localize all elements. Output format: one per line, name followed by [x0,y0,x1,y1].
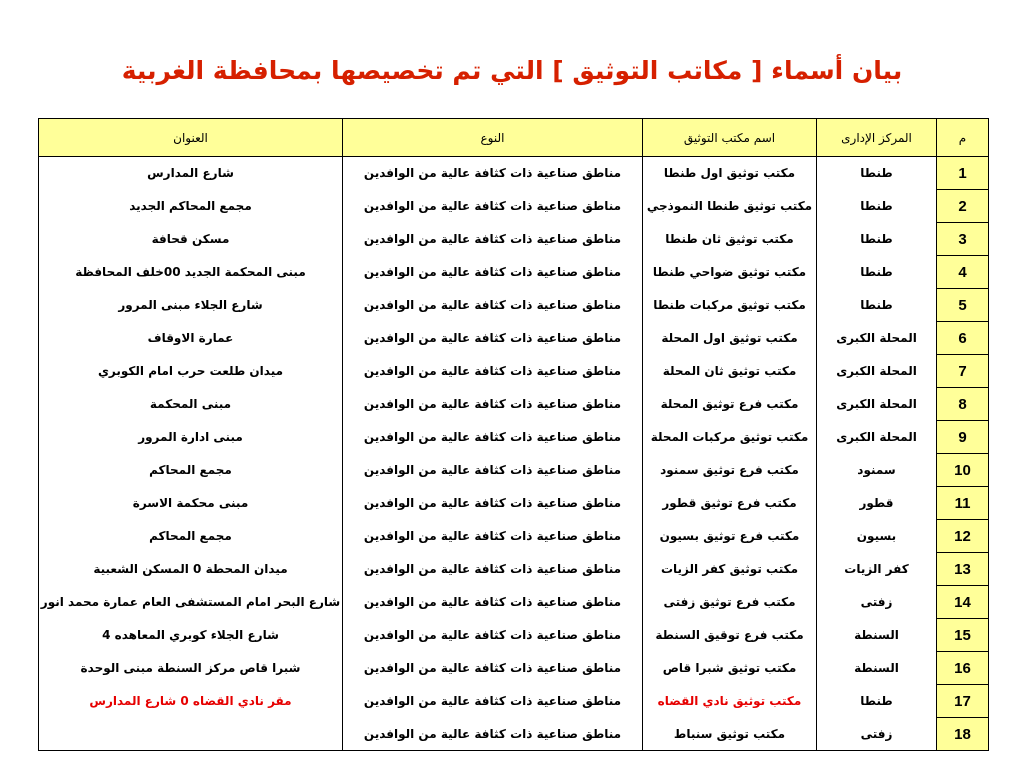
row-type: مناطق صناعية ذات كثافة عالية من الوافدين [343,190,643,223]
table-row [39,718,989,751]
row-center: طنطا [817,157,937,190]
table-row [39,487,989,520]
row-type: مناطق صناعية ذات كثافة عالية من الوافدين [343,157,643,190]
row-type: مناطق صناعية ذات كثافة عالية من الوافدين [343,685,643,718]
row-type: مناطق صناعية ذات كثافة عالية من الوافدين [343,421,643,454]
row-address: مسكن قحافة [39,223,343,256]
row-num: 11 [937,487,989,520]
offices-table [38,118,989,751]
row-type: مناطق صناعية ذات كثافة عالية من الوافدين [343,553,643,586]
row-address: عمارة الاوقاف [39,322,343,355]
row-num: 16 [937,652,989,685]
header-center: المركز الإدارى [817,119,937,157]
table-row [39,355,989,388]
row-center: كفر الزيات [817,553,937,586]
row-type: مناطق صناعية ذات كثافة عالية من الوافدين [343,718,643,751]
header-office: اسم مكتب التوثيق [643,119,817,157]
table-row [39,388,989,421]
row-type: مناطق صناعية ذات كثافة عالية من الوافدين [343,355,643,388]
table-row [39,652,989,685]
row-office: مكتب فرع توثيق سمنود [643,454,817,487]
row-type: مناطق صناعية ذات كثافة عالية من الوافدين [343,487,643,520]
row-center: المحلة الكبرى [817,322,937,355]
row-num: 10 [937,454,989,487]
row-office: مكتب توثيق شبرا قاص [643,652,817,685]
row-office: مكتب توثيق اول طنطا [643,157,817,190]
row-num: 5 [937,289,989,322]
table-row [39,454,989,487]
header-address: العنوان [39,119,343,157]
row-center: طنطا [817,256,937,289]
row-address: شبرا قاص مركز السنطة مبنى الوحدة [39,652,343,685]
row-center: المحلة الكبرى [817,355,937,388]
row-address: مبنى محكمة الاسرة [39,487,343,520]
row-num: 1 [937,157,989,190]
row-num: 9 [937,421,989,454]
row-center: قطور [817,487,937,520]
row-address: شارع المدارس [39,157,343,190]
row-center: سمنود [817,454,937,487]
row-num: 6 [937,322,989,355]
row-type: مناطق صناعية ذات كثافة عالية من الوافدين [343,652,643,685]
row-address: مجمع المحاكم [39,454,343,487]
table-row [39,289,989,322]
table-row [39,520,989,553]
row-center: طنطا [817,190,937,223]
row-office: مكتب توثيق طنطا النموذجي [643,190,817,223]
row-address: مجمع المحاكم الجديد [39,190,343,223]
table-row [39,553,989,586]
row-address: ميدان طلعت حرب امام الكوبري [39,355,343,388]
row-num: 12 [937,520,989,553]
table-row [39,223,989,256]
row-office: مكتب توثيق نادي القضاه [643,685,817,718]
row-office: مكتب توثيق ثان المحلة [643,355,817,388]
row-type: مناطق صناعية ذات كثافة عالية من الوافدين [343,223,643,256]
row-address: ميدان المحطة 0 المسكن الشعبية [39,553,343,586]
table-row [39,619,989,652]
row-office: مكتب فرع توقيق السنطة [643,619,817,652]
row-center: بسيون [817,520,937,553]
row-type: مناطق صناعية ذات كثافة عالية من الوافدين [343,619,643,652]
table-row [39,157,989,190]
row-address: مبنى المحكمة [39,388,343,421]
row-office: مكتب توثيق سنباط [643,718,817,751]
table-row [39,586,989,619]
table-row [39,190,989,223]
row-address: مقر نادي القضاه 0 شارع المدارس [39,685,343,718]
row-type: مناطق صناعية ذات كثافة عالية من الوافدين [343,586,643,619]
page-title: بيان أسماء [ مكاتب التوثيق ] التي تم تخصيصها بمحافظة الغربية [121,56,903,85]
row-type: مناطق صناعية ذات كثافة عالية من الوافدين [343,388,643,421]
row-type: مناطق صناعية ذات كثافة عالية من الوافدين [343,289,643,322]
row-address: مبنى المحكمة الجديد 00خلف المحافظة [39,256,343,289]
row-center: طنطا [817,223,937,256]
row-address [39,718,343,751]
row-num: 13 [937,553,989,586]
row-address: شارع الجلاء مبنى المرور [39,289,343,322]
row-office: مكتب توثيق اول المحلة [643,322,817,355]
row-num: 3 [937,223,989,256]
row-office: مكتب توثيق مركبات المحلة [643,421,817,454]
row-office: مكتب فرع توثيق بسيون [643,520,817,553]
table-row [39,421,989,454]
row-type: مناطق صناعية ذات كثافة عالية من الوافدين [343,256,643,289]
header-num: م [937,119,989,157]
table-header-row [39,119,989,157]
row-center: السنطة [817,652,937,685]
row-office: مكتب توثيق ثان طنطا [643,223,817,256]
table-row [39,256,989,289]
row-num: 14 [937,586,989,619]
row-center: زفتى [817,586,937,619]
row-num: 8 [937,388,989,421]
row-type: مناطق صناعية ذات كثافة عالية من الوافدين [343,322,643,355]
row-center: طنطا [817,289,937,322]
row-office: مكتب توثيق ضواحي طنطا [643,256,817,289]
row-type: مناطق صناعية ذات كثافة عالية من الوافدين [343,520,643,553]
row-office: مكتب فرع توثيق المحلة [643,388,817,421]
header-type: النوع [343,119,643,157]
table-row [39,685,989,718]
row-center: المحلة الكبرى [817,421,937,454]
row-num: 17 [937,685,989,718]
row-office: مكتب فرع توثيق زفتى [643,586,817,619]
row-office: مكتب فرع توثيق قطور [643,487,817,520]
row-address: مبنى ادارة المرور [39,421,343,454]
row-center: السنطة [817,619,937,652]
row-num: 2 [937,190,989,223]
row-office: مكتب توثيق كفر الزيات [643,553,817,586]
row-address: شارع البحر امام المستشفى العام عمارة محمد انور [39,586,343,619]
row-address: شارع الجلاء كوبري المعاهده 4 [39,619,343,652]
table-row [39,322,989,355]
row-office: مكتب توثيق مركبات طنطا [643,289,817,322]
row-num: 18 [937,718,989,751]
row-num: 7 [937,355,989,388]
row-type: مناطق صناعية ذات كثافة عالية من الوافدين [343,454,643,487]
row-center: المحلة الكبرى [817,388,937,421]
row-address: مجمع المحاكم [39,520,343,553]
row-num: 15 [937,619,989,652]
row-center: طنطا [817,685,937,718]
row-num: 4 [937,256,989,289]
row-center: زفتى [817,718,937,751]
